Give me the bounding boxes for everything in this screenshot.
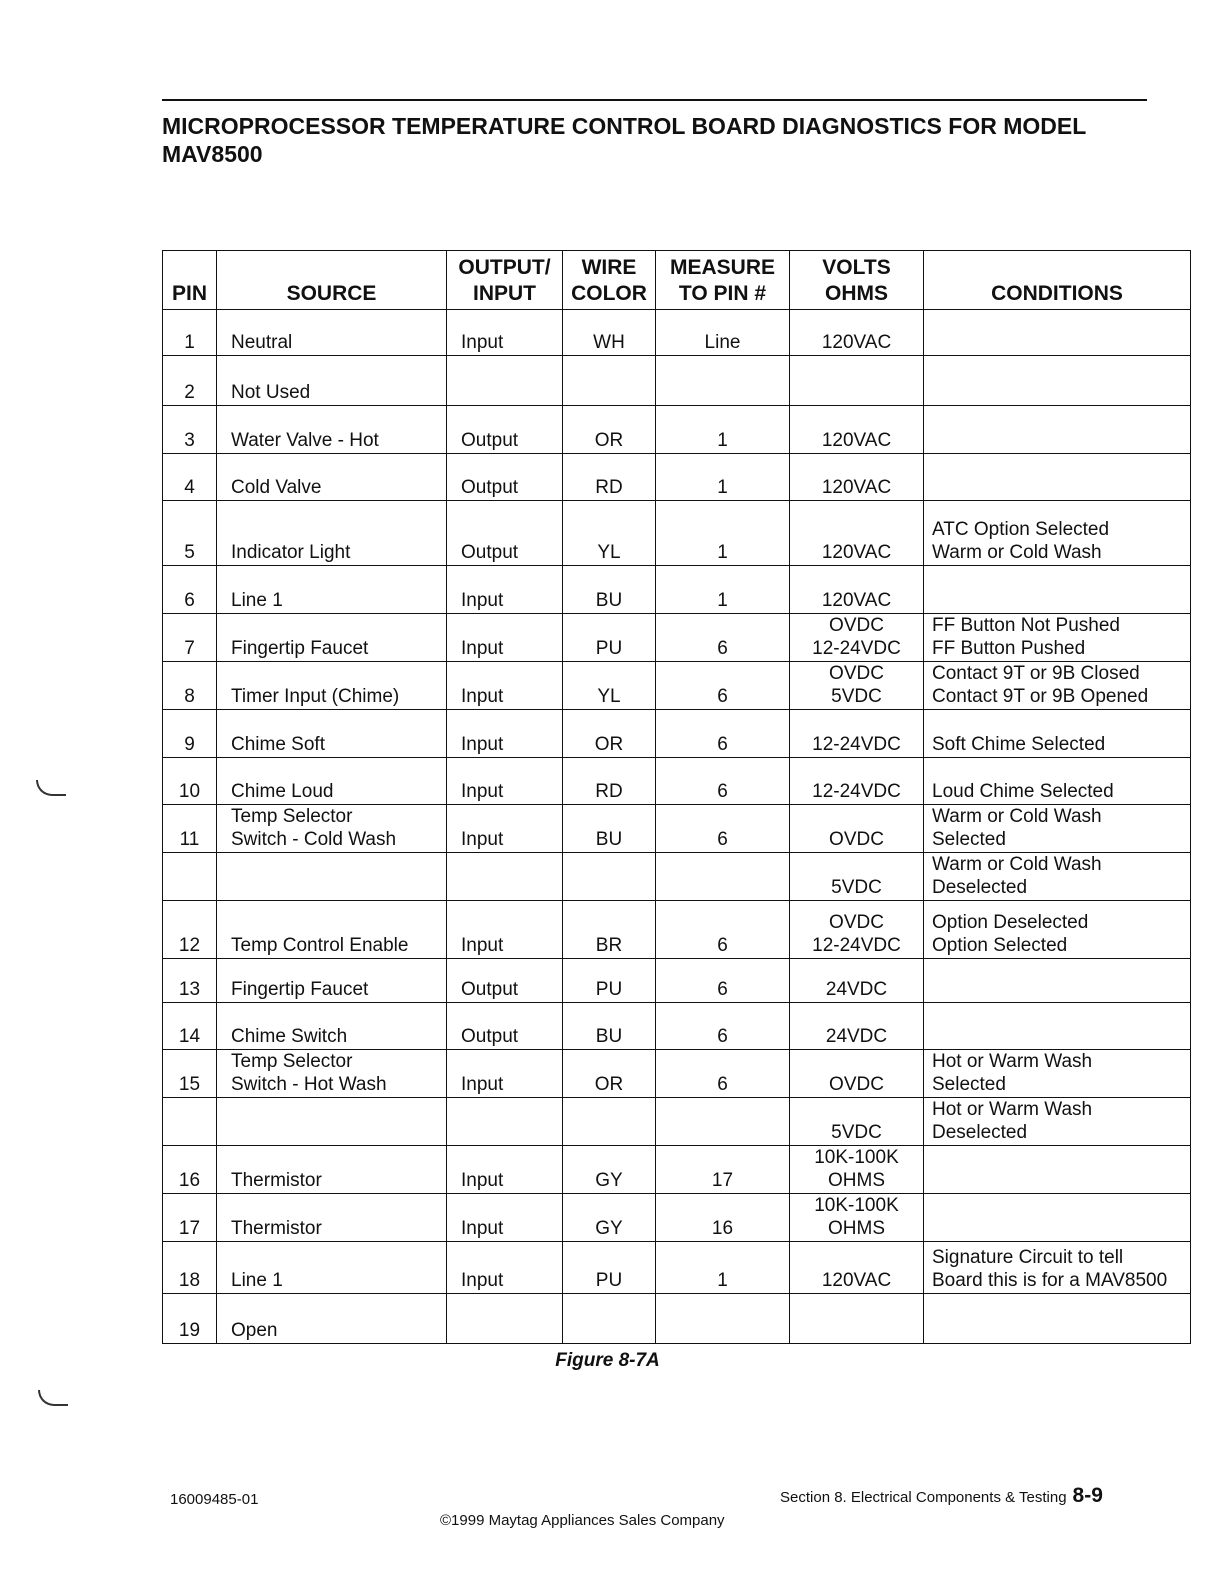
binding-hole-mark xyxy=(36,780,66,796)
table-row xyxy=(163,853,1191,901)
cell-volts-ohms: 24VDC xyxy=(790,1003,924,1050)
cell-volts-ohms: OVDC 12-24VDC xyxy=(790,614,924,662)
cell-pin: 16 xyxy=(163,1146,217,1194)
cell-wire-color: BU xyxy=(563,1003,656,1050)
cell-measure-to-pin: 1 xyxy=(656,1242,790,1294)
table-row xyxy=(163,805,1191,853)
cell-pin: 6 xyxy=(163,566,217,614)
diagnostics-table xyxy=(162,250,1191,1344)
cell-conditions xyxy=(924,1194,1191,1242)
header-wire-color: WIRE COLOR xyxy=(563,251,656,310)
cell-pin: 7 xyxy=(163,614,217,662)
cell-source: Thermistor xyxy=(217,1194,447,1242)
table-row xyxy=(163,566,1191,614)
cell-volts-ohms: 120VAC xyxy=(790,310,924,356)
cell-output-input: Input xyxy=(447,662,563,710)
cell-conditions xyxy=(924,1003,1191,1050)
header-measure-to-pin: MEASURE TO PIN # xyxy=(656,251,790,310)
table-row xyxy=(163,901,1191,959)
cell-volts-ohms xyxy=(790,1294,924,1344)
cell-source xyxy=(217,1098,447,1146)
cell-source: Thermistor xyxy=(217,1146,447,1194)
cell-pin: 5 xyxy=(163,501,217,566)
cell-conditions xyxy=(924,356,1191,406)
header-pin: PIN xyxy=(163,251,217,310)
title-rule xyxy=(162,99,1147,101)
cell-conditions: Signature Circuit to tell Board this is for a MAV8500 xyxy=(924,1242,1191,1294)
cell-volts-ohms: 5VDC xyxy=(790,1098,924,1146)
cell-output-input xyxy=(447,1294,563,1344)
cell-conditions: Option Deselected Option Selected xyxy=(924,901,1191,959)
cell-conditions xyxy=(924,959,1191,1003)
cell-conditions: Contact 9T or 9B Closed Contact 9T or 9B Opened xyxy=(924,662,1191,710)
page-title-line-2: MAV8500 xyxy=(162,141,263,167)
cell-conditions: Soft Chime Selected xyxy=(924,710,1191,758)
cell-output-input xyxy=(447,1098,563,1146)
cell-volts-ohms: OVDC xyxy=(790,1050,924,1098)
table-row xyxy=(163,1003,1191,1050)
cell-volts-ohms: 5VDC xyxy=(790,853,924,901)
table-row xyxy=(163,614,1191,662)
cell-measure-to-pin xyxy=(656,853,790,901)
cell-conditions: Loud Chime Selected xyxy=(924,758,1191,805)
cell-wire-color: OR xyxy=(563,1050,656,1098)
cell-measure-to-pin: 6 xyxy=(656,1003,790,1050)
cell-conditions: Hot or Warm Wash Selected xyxy=(924,1050,1191,1098)
cell-measure-to-pin xyxy=(656,1098,790,1146)
cell-measure-to-pin: 6 xyxy=(656,901,790,959)
cell-output-input: Output xyxy=(447,406,563,454)
cell-conditions xyxy=(924,1146,1191,1194)
cell-conditions xyxy=(924,566,1191,614)
cell-output-input: Output xyxy=(447,959,563,1003)
cell-output-input: Input xyxy=(447,710,563,758)
cell-volts-ohms: 120VAC xyxy=(790,566,924,614)
cell-output-input: Input xyxy=(447,1146,563,1194)
cell-wire-color: WH xyxy=(563,310,656,356)
cell-pin: 13 xyxy=(163,959,217,1003)
cell-wire-color: BR xyxy=(563,901,656,959)
cell-measure-to-pin: 6 xyxy=(656,614,790,662)
cell-measure-to-pin: 17 xyxy=(656,1146,790,1194)
cell-measure-to-pin xyxy=(656,1294,790,1344)
cell-pin: 10 xyxy=(163,758,217,805)
cell-volts-ohms: 120VAC xyxy=(790,406,924,454)
cell-wire-color xyxy=(563,853,656,901)
cell-pin: 1 xyxy=(163,310,217,356)
cell-pin: 17 xyxy=(163,1194,217,1242)
cell-volts-ohms xyxy=(790,356,924,406)
cell-output-input: Input xyxy=(447,566,563,614)
cell-output-input xyxy=(447,356,563,406)
cell-conditions: ATC Option Selected Warm or Cold Wash xyxy=(924,501,1191,566)
page-number: 8-9 xyxy=(1072,1484,1103,1507)
cell-source: Chime Switch xyxy=(217,1003,447,1050)
cell-pin: 14 xyxy=(163,1003,217,1050)
cell-source: Cold Valve xyxy=(217,454,447,501)
table-row xyxy=(163,454,1191,501)
cell-measure-to-pin xyxy=(656,356,790,406)
cell-volts-ohms: 24VDC xyxy=(790,959,924,1003)
table-body xyxy=(163,310,1191,1344)
cell-measure-to-pin: 6 xyxy=(656,710,790,758)
cell-conditions xyxy=(924,310,1191,356)
cell-source: Fingertip Faucet xyxy=(217,614,447,662)
cell-output-input: Output xyxy=(447,454,563,501)
cell-conditions: Warm or Cold Wash Selected xyxy=(924,805,1191,853)
cell-source xyxy=(217,853,447,901)
cell-source: Indicator Light xyxy=(217,501,447,566)
header-output-input: OUTPUT/ INPUT xyxy=(447,251,563,310)
cell-source: Temp Control Enable xyxy=(217,901,447,959)
cell-measure-to-pin: 6 xyxy=(656,959,790,1003)
cell-wire-color xyxy=(563,1098,656,1146)
cell-measure-to-pin: Line xyxy=(656,310,790,356)
cell-volts-ohms: 120VAC xyxy=(790,1242,924,1294)
cell-measure-to-pin: 6 xyxy=(656,805,790,853)
table-row xyxy=(163,356,1191,406)
table-row xyxy=(163,501,1191,566)
table-row xyxy=(163,1098,1191,1146)
cell-volts-ohms: 120VAC xyxy=(790,501,924,566)
section-footer xyxy=(780,1484,1103,1508)
cell-wire-color: OR xyxy=(563,710,656,758)
cell-source: Water Valve - Hot xyxy=(217,406,447,454)
cell-output-input: Input xyxy=(447,758,563,805)
cell-pin: 11 xyxy=(163,805,217,853)
cell-source: Chime Loud xyxy=(217,758,447,805)
cell-source: Timer Input (Chime) xyxy=(217,662,447,710)
cell-measure-to-pin: 1 xyxy=(656,501,790,566)
cell-wire-color: PU xyxy=(563,959,656,1003)
page-title-line-1: MICROPROCESSOR TEMPERATURE CONTROL BOARD DIAGNOSTICS FOR MODEL xyxy=(162,113,1087,139)
cell-volts-ohms: 10K-100K OHMS xyxy=(790,1146,924,1194)
cell-output-input: Output xyxy=(447,501,563,566)
cell-source: Not Used xyxy=(217,356,447,406)
cell-volts-ohms: OVDC xyxy=(790,805,924,853)
cell-wire-color: YL xyxy=(563,662,656,710)
cell-pin xyxy=(163,1098,217,1146)
cell-output-input: Input xyxy=(447,1050,563,1098)
cell-volts-ohms: 10K-100K OHMS xyxy=(790,1194,924,1242)
table-row xyxy=(163,662,1191,710)
cell-pin: 15 xyxy=(163,1050,217,1098)
cell-pin: 19 xyxy=(163,1294,217,1344)
cell-measure-to-pin: 6 xyxy=(656,662,790,710)
header-source: SOURCE xyxy=(217,251,447,310)
table-row xyxy=(163,959,1191,1003)
cell-pin: 3 xyxy=(163,406,217,454)
cell-source: Fingertip Faucet xyxy=(217,959,447,1003)
cell-wire-color: BU xyxy=(563,805,656,853)
cell-output-input: Input xyxy=(447,310,563,356)
cell-output-input: Input xyxy=(447,901,563,959)
copyright: ©1999 Maytag Appliances Sales Company xyxy=(440,1512,725,1529)
cell-wire-color: YL xyxy=(563,501,656,566)
cell-output-input: Input xyxy=(447,1194,563,1242)
cell-volts-ohms: OVDC 5VDC xyxy=(790,662,924,710)
table-row xyxy=(163,1194,1191,1242)
page-title xyxy=(162,112,1147,168)
cell-measure-to-pin: 6 xyxy=(656,1050,790,1098)
cell-conditions: Warm or Cold Wash Deselected xyxy=(924,853,1191,901)
cell-pin: 12 xyxy=(163,901,217,959)
cell-measure-to-pin: 6 xyxy=(656,758,790,805)
document-number: 16009485-01 xyxy=(170,1491,259,1508)
cell-measure-to-pin: 1 xyxy=(656,406,790,454)
table-row xyxy=(163,310,1191,356)
cell-output-input: Input xyxy=(447,805,563,853)
cell-conditions xyxy=(924,1294,1191,1344)
table-row xyxy=(163,1050,1191,1098)
cell-measure-to-pin: 1 xyxy=(656,566,790,614)
cell-pin xyxy=(163,853,217,901)
table-row xyxy=(163,758,1191,805)
cell-wire-color xyxy=(563,356,656,406)
header-conditions: CONDITIONS xyxy=(924,251,1191,310)
cell-wire-color xyxy=(563,1294,656,1344)
cell-source: Temp Selector Switch - Cold Wash xyxy=(217,805,447,853)
cell-measure-to-pin: 1 xyxy=(656,454,790,501)
cell-pin: 2 xyxy=(163,356,217,406)
table-row xyxy=(163,406,1191,454)
cell-output-input: Input xyxy=(447,1242,563,1294)
cell-measure-to-pin: 16 xyxy=(656,1194,790,1242)
cell-pin: 9 xyxy=(163,710,217,758)
cell-source: Open xyxy=(217,1294,447,1344)
binding-hole-mark xyxy=(38,1390,68,1406)
table-row xyxy=(163,1146,1191,1194)
header-volts-ohms: VOLTS OHMS xyxy=(790,251,924,310)
table-row xyxy=(163,710,1191,758)
figure-caption: Figure 8-7A xyxy=(555,1350,660,1371)
cell-pin: 8 xyxy=(163,662,217,710)
cell-volts-ohms: 120VAC xyxy=(790,454,924,501)
cell-volts-ohms: 12-24VDC xyxy=(790,758,924,805)
cell-output-input: Input xyxy=(447,614,563,662)
cell-wire-color: PU xyxy=(563,614,656,662)
cell-source: Chime Soft xyxy=(217,710,447,758)
cell-source: Line 1 xyxy=(217,1242,447,1294)
cell-conditions xyxy=(924,454,1191,501)
table-header-row xyxy=(163,251,1191,310)
cell-pin: 18 xyxy=(163,1242,217,1294)
cell-conditions xyxy=(924,406,1191,454)
cell-wire-color: PU xyxy=(563,1242,656,1294)
cell-volts-ohms: 12-24VDC xyxy=(790,710,924,758)
cell-source: Neutral xyxy=(217,310,447,356)
cell-wire-color: RD xyxy=(563,454,656,501)
cell-wire-color: RD xyxy=(563,758,656,805)
table-row xyxy=(163,1294,1191,1344)
cell-source: Line 1 xyxy=(217,566,447,614)
cell-source: Temp Selector Switch - Hot Wash xyxy=(217,1050,447,1098)
cell-conditions: Hot or Warm Wash Deselected xyxy=(924,1098,1191,1146)
cell-wire-color: BU xyxy=(563,566,656,614)
cell-conditions: FF Button Not Pushed FF Button Pushed xyxy=(924,614,1191,662)
cell-wire-color: GY xyxy=(563,1146,656,1194)
cell-wire-color: GY xyxy=(563,1194,656,1242)
cell-wire-color: OR xyxy=(563,406,656,454)
table-row xyxy=(163,1242,1191,1294)
section-title: Section 8. Electrical Components & Testing xyxy=(780,1489,1067,1506)
cell-output-input: Output xyxy=(447,1003,563,1050)
cell-pin: 4 xyxy=(163,454,217,501)
cell-output-input xyxy=(447,853,563,901)
cell-volts-ohms: OVDC 12-24VDC xyxy=(790,901,924,959)
